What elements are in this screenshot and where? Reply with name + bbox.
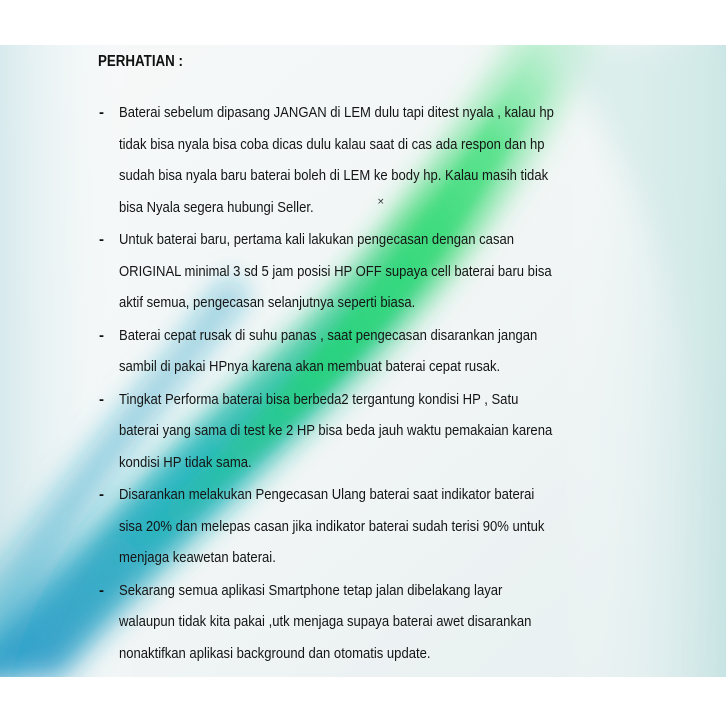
notice-item [0, 384, 726, 479]
notice-line: kondisi HP tidak sama. [119, 453, 252, 471]
notice-line: Baterai cepat rusak di suhu panas , saat pengecasan disarankan jangan [119, 326, 538, 344]
bullet-dash: - [99, 326, 104, 344]
notice-line: baterai yang sama di test ke 2 HP bisa beda jauh waktu pemakaian karena [119, 422, 553, 439]
notice-line: Disarankan melakukan Pengecasan Ulang baterai saat indikator baterai [119, 486, 535, 503]
stray-mark: × [377, 197, 385, 207]
battery-notice-poster [0, 45, 726, 677]
notice-line: Baterai sebelum dipasang JANGAN di LEM dulu tapi ditest nyala , kalau hp [119, 104, 554, 121]
notice-line: Sekarang semua aplikasi Smartphone tetap jalan dibelakang layar [119, 581, 503, 599]
notice-heading: PERHATIAN : [98, 53, 183, 70]
bullet-dash: - [99, 390, 104, 408]
notice-line: ORIGINAL minimal 3 sd 5 jam posisi HP OFF supaya cell baterai baru bisa [119, 262, 552, 280]
notice-item [0, 97, 726, 223]
notice-line: sudah bisa nyala baru baterai boleh di LEM ke body hp. Kalau masih tidak [119, 167, 549, 184]
notice-item-text [119, 320, 549, 383]
bullet-dash: - [99, 104, 104, 121]
bullet-dash: - [99, 581, 104, 599]
notice-line: sambil di pakai HPnya karena akan membuat baterai cepat rusak. [119, 358, 501, 375]
notice-line: sisa 20% dan melepas casan jika indikator baterai sudah terisi 90% untuk [119, 517, 545, 535]
notice-line: walaupun tidak kita pakai ,utk menjaga supaya baterai awet disarankan [119, 613, 532, 630]
notice-item-text [119, 384, 553, 479]
notice-line: Tingkat Performa baterai bisa berbeda2 tergantung kondisi HP , Satu [119, 390, 519, 408]
notice-item-text [119, 97, 554, 223]
notice-content [0, 45, 726, 677]
notice-item-text [119, 575, 549, 670]
notice-bullet-list [0, 97, 726, 670]
notice-line: Untuk baterai baru, pertama kali lakukan pengecasan dengan casan [119, 231, 515, 248]
notice-line: nonaktifkan aplikasi background dan otomatis update. [119, 644, 431, 662]
notice-line: tidak bisa nyala bisa coba dicas dulu kalau saat di cas ada respon dan hp [119, 135, 545, 153]
notice-item [0, 224, 726, 319]
notice-line: menjaga keawetan baterai. [119, 549, 276, 566]
notice-item [0, 320, 726, 383]
notice-item [0, 479, 726, 574]
notice-line: bisa Nyala segera hubungi Seller. [119, 198, 314, 216]
bullet-dash: - [99, 486, 104, 503]
notice-item-text [119, 479, 549, 574]
notice-item-text [119, 224, 552, 319]
notice-line: aktif semua, pengecasan selanjutnya seperti biasa. [119, 294, 416, 311]
notice-item [0, 575, 726, 670]
bullet-dash: - [99, 231, 104, 248]
